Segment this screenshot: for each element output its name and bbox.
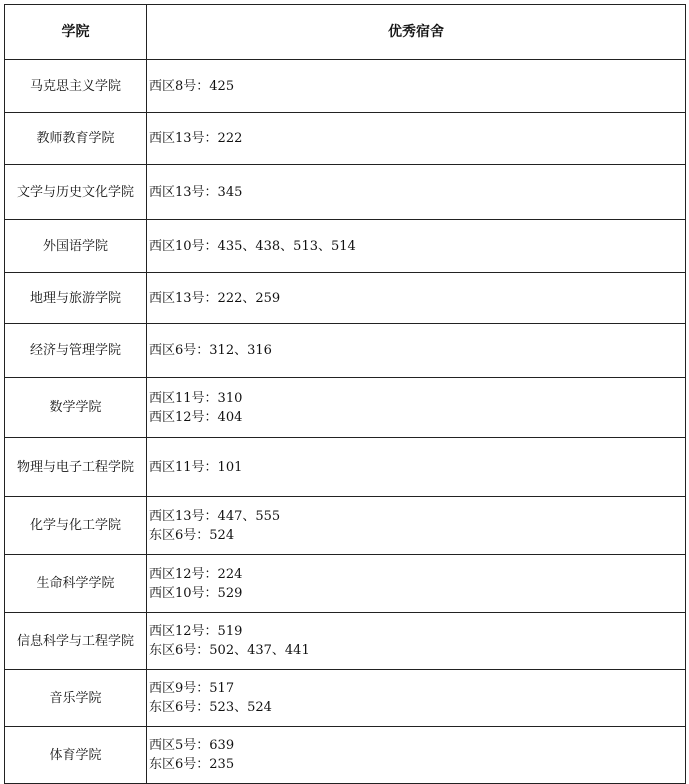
dormitory-line: 东区6号：524 <box>149 527 235 543</box>
table-row <box>5 670 686 727</box>
table-row <box>5 273 686 324</box>
table-row <box>5 555 686 613</box>
table-row <box>5 438 686 497</box>
table-row <box>5 497 686 555</box>
dormitory-line: 西区6号：312、316 <box>149 343 272 358</box>
dormitory-cell <box>147 555 686 613</box>
college-cell: 物理与电子工程学院 <box>5 438 147 497</box>
dormitory-line: 东区6号：523、524 <box>149 700 272 715</box>
dormitory-line: 东区6号：235 <box>149 757 235 772</box>
dormitory-cell <box>147 113 686 165</box>
college-cell: 化学与化工学院 <box>5 497 147 555</box>
dormitory-line: 西区11号：101 <box>149 459 243 475</box>
dormitory-line: 西区10号：435、438、513、514 <box>149 238 356 254</box>
dormitory-line: 西区9号：517 <box>149 681 235 696</box>
dormitory-cell <box>147 60 686 113</box>
table-row <box>5 324 686 378</box>
table-row <box>5 165 686 220</box>
college-cell: 体育学院 <box>5 727 147 784</box>
college-cell: 生命科学学院 <box>5 555 147 613</box>
dormitory-cell <box>147 220 686 273</box>
table-row <box>5 727 686 784</box>
dormitory-cell <box>147 378 686 438</box>
dormitory-line: 西区11号：310 <box>149 390 243 406</box>
dormitory-line: 西区13号：222 <box>149 131 243 146</box>
dormitory-line: 西区13号：222、259 <box>149 290 281 306</box>
dormitory-line: 西区12号：224 <box>149 566 243 582</box>
dormitory-cell <box>147 324 686 378</box>
college-column-header: 学院 <box>5 5 147 60</box>
dormitory-line: 西区13号：447、555 <box>149 508 281 524</box>
college-cell: 数学学院 <box>5 378 147 438</box>
dormitory-line: 西区13号：345 <box>149 184 243 200</box>
dormitory-line: 西区5号：639 <box>149 738 235 753</box>
college-cell: 地理与旅游学院 <box>5 273 147 324</box>
dormitory-cell <box>147 670 686 727</box>
dormitory-cell <box>147 165 686 220</box>
college-cell: 教师教育学院 <box>5 113 147 165</box>
table-row <box>5 60 686 113</box>
dormitory-line: 西区12号：519 <box>149 624 243 639</box>
dormitory-cell <box>147 727 686 784</box>
dormitory-cell <box>147 273 686 324</box>
college-cell: 文学与历史文化学院 <box>5 165 147 220</box>
college-cell: 音乐学院 <box>5 670 147 727</box>
table-row <box>5 220 686 273</box>
dormitory-line: 东区6号：502、437、441 <box>149 643 310 658</box>
dormitory-line: 西区12号：404 <box>149 409 243 425</box>
table-row <box>5 113 686 165</box>
table-row <box>5 378 686 438</box>
table-header-row <box>5 5 686 60</box>
excellent-dormitory-table <box>4 4 686 784</box>
college-cell: 经济与管理学院 <box>5 324 147 378</box>
dormitory-line: 西区10号：529 <box>149 585 243 601</box>
dormitory-column-header: 优秀宿舍 <box>147 5 686 60</box>
dormitory-cell <box>147 497 686 555</box>
college-cell: 马克思主义学院 <box>5 60 147 113</box>
table-row <box>5 613 686 670</box>
college-cell: 信息科学与工程学院 <box>5 613 147 670</box>
dormitory-cell <box>147 438 686 497</box>
dormitory-line: 西区8号：425 <box>149 78 235 94</box>
college-cell: 外国语学院 <box>5 220 147 273</box>
dormitory-cell <box>147 613 686 670</box>
